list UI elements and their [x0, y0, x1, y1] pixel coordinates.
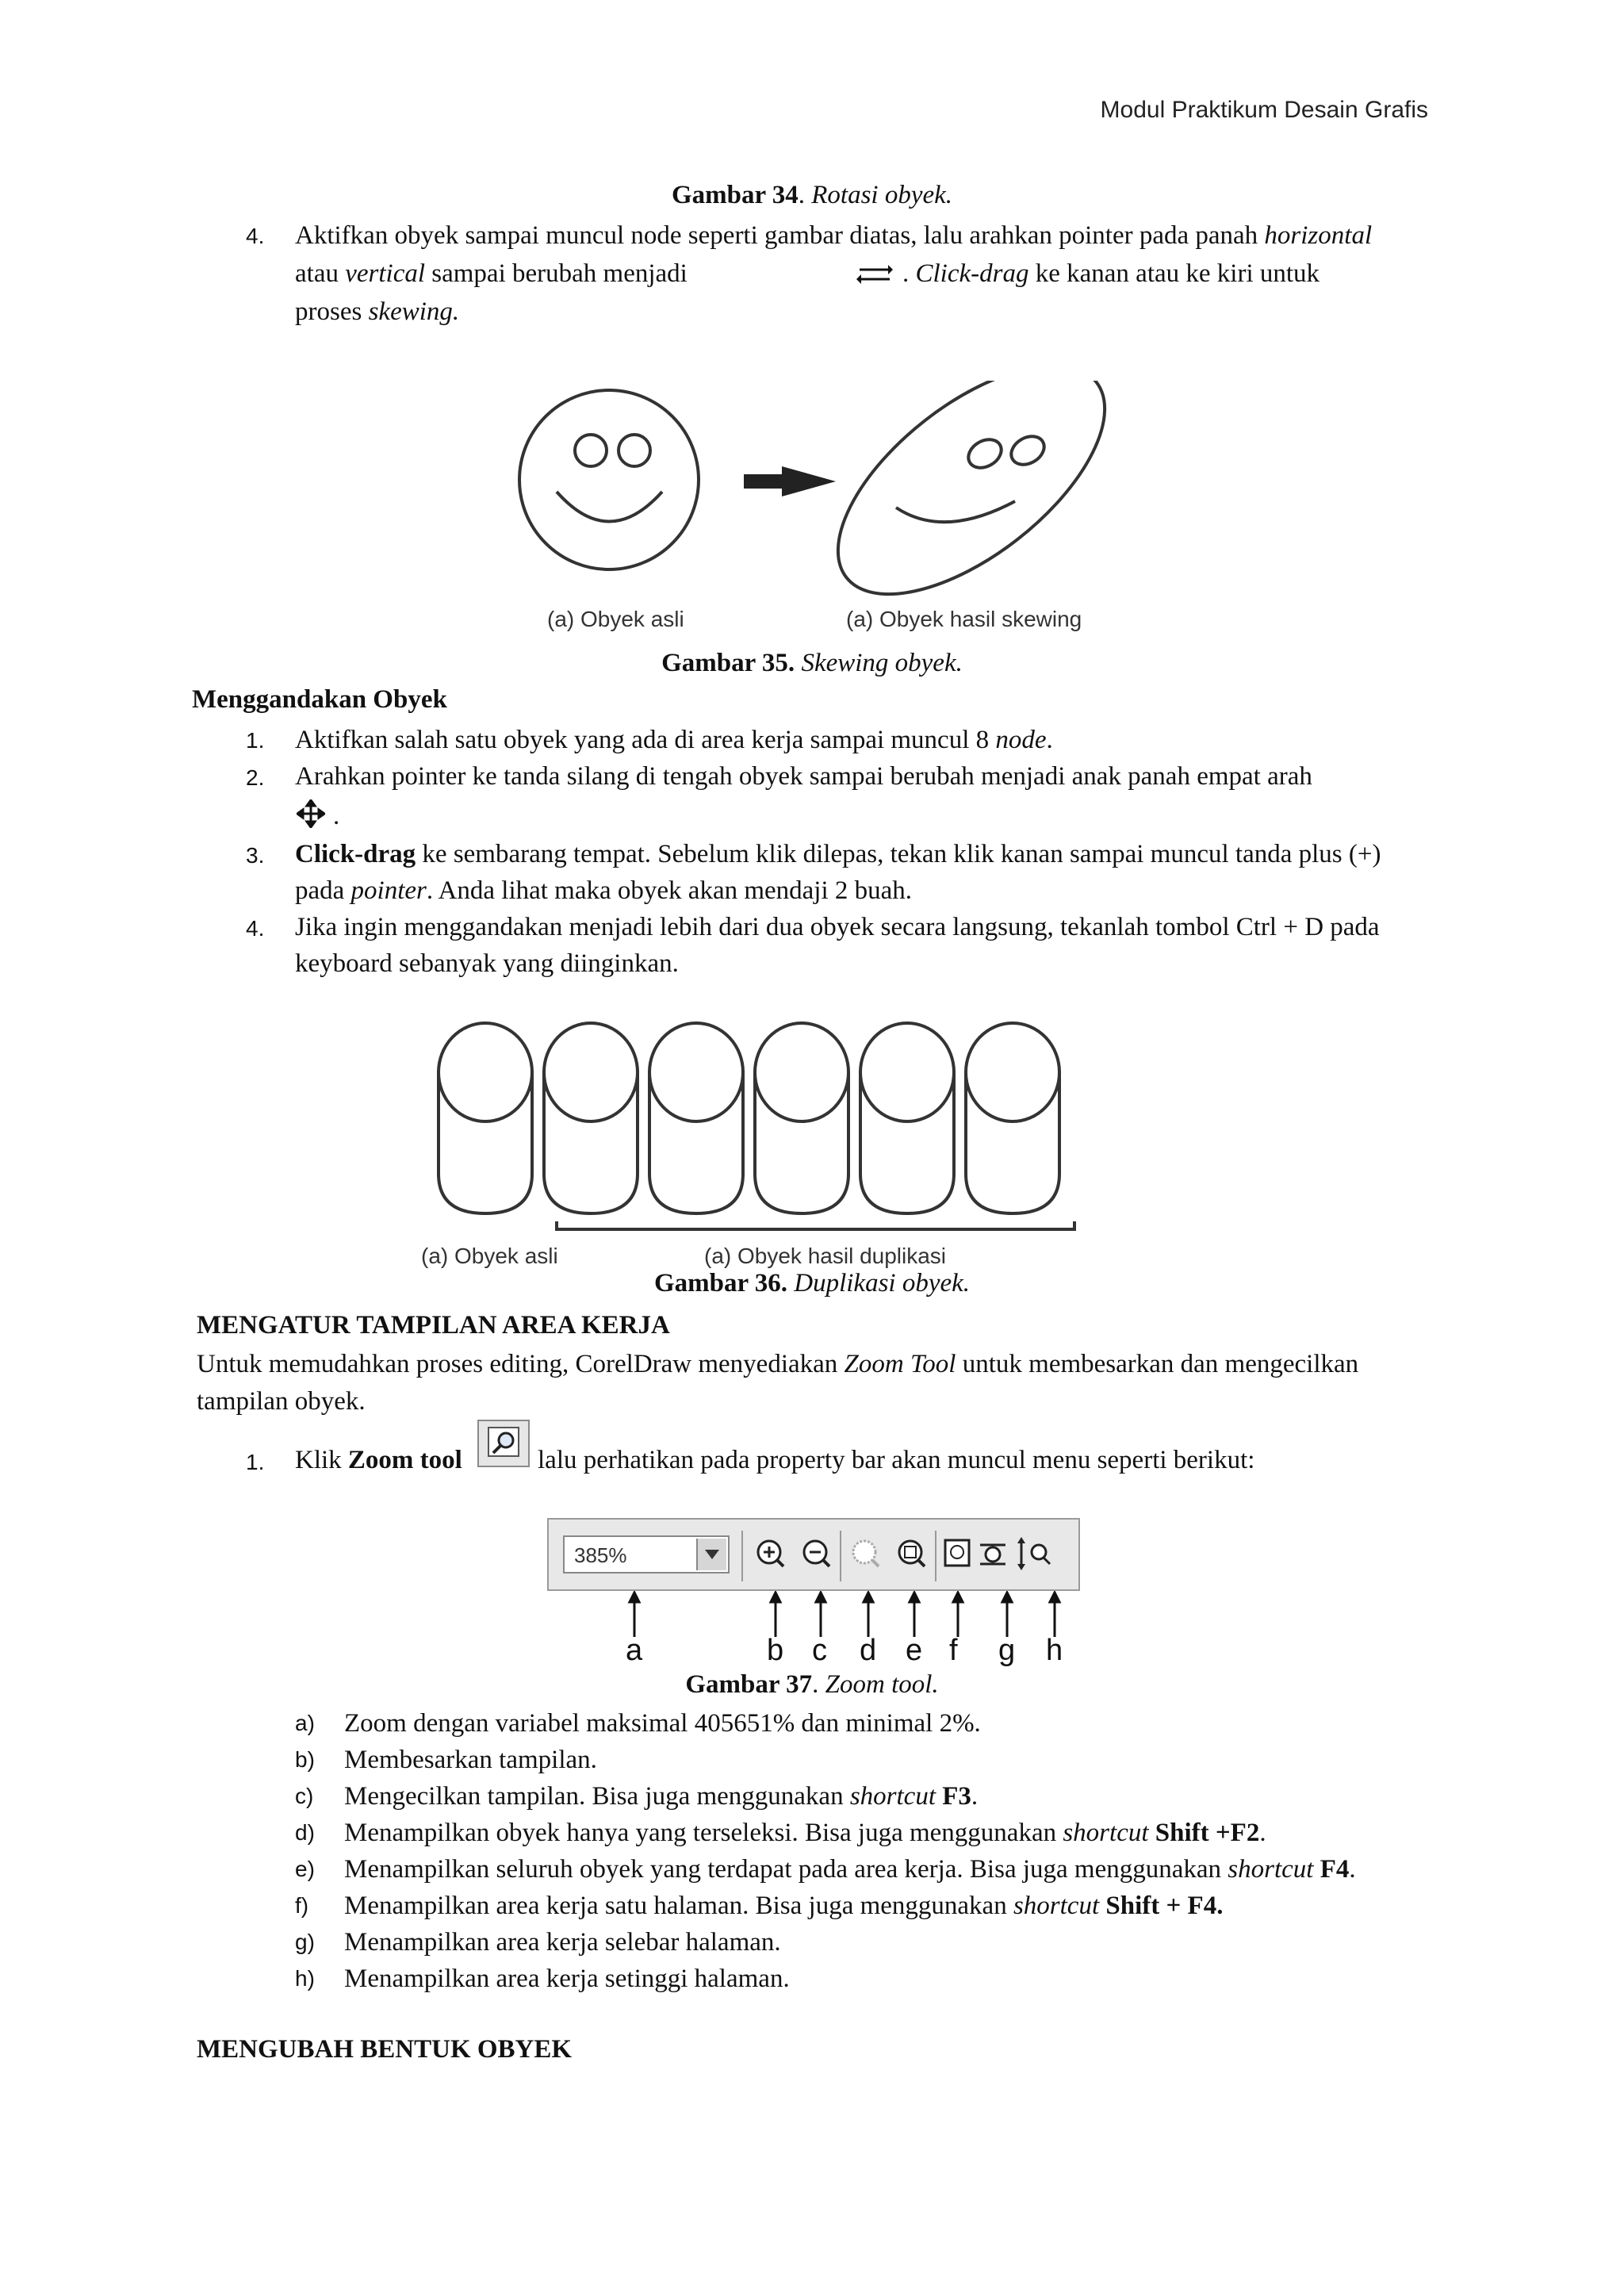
skew-line2-italic-a: vertical: [345, 259, 426, 288]
dup-step1-italic: node: [995, 726, 1047, 754]
duplicate-cylinder: [966, 1071, 1059, 1213]
zoom-item-letter: b): [295, 1747, 315, 1772]
skew-step-line2a: [295, 255, 688, 292]
zoom-item-tail: .: [1259, 1819, 1266, 1847]
zoom-page-width-icon: [980, 1545, 1005, 1564]
dup-step3-bold: Click-drag: [295, 840, 416, 868]
zoom-item-main: Menampilkan area kerja satu halaman. Bisa juga menggunakan: [344, 1892, 1013, 1920]
dup-step2-period: .: [333, 802, 340, 830]
zoom-item-letter: h): [295, 1966, 315, 1991]
fig35-caption: [0, 649, 1624, 678]
callout-label: c: [812, 1634, 827, 1667]
zoom-item-text: [344, 1851, 1356, 1888]
chevron-down-icon: [698, 1539, 726, 1569]
fig34-label: Gambar 34: [671, 181, 799, 209]
zoom-item-tail: .: [971, 1782, 979, 1811]
move-cross-arrows-icon: [297, 799, 325, 828]
view-heading: MENGATUR TAMPILAN AREA KERJA: [197, 1311, 670, 1340]
arrow-right-icon: [744, 466, 836, 496]
callout-arrowhead: [630, 1593, 639, 1602]
skew-arrows-icon: [856, 262, 893, 287]
zoom-item: [295, 1961, 1453, 1997]
skew-line3-italic: skewing.: [368, 297, 460, 326]
zoom-item-italic: shortcut: [1013, 1892, 1100, 1920]
dup-step4-line1: Jika ingin menggandakan menjadi lebih dari dua obyek secara langsung, tekanlah tombol Ctrl + D pada: [295, 913, 1380, 941]
duplicate-cylinder: [544, 1071, 638, 1213]
callout-label: h: [1046, 1634, 1063, 1667]
zoom-step-c: lalu perhatikan pada property bar akan muncul menu seperti berikut:: [538, 1446, 1255, 1474]
zoom-tool-button-icon[interactable]: [477, 1420, 530, 1467]
dup-step1-tail: .: [1046, 726, 1053, 754]
dup-step4-num: 4.: [246, 916, 265, 941]
zoom-item-text: [344, 1778, 978, 1815]
duplicate-bracket: [557, 1221, 1074, 1229]
cylinder-top: [966, 1023, 1059, 1121]
zoom-step-line-a: [295, 1442, 462, 1478]
skew-line2-text-c: .: [902, 259, 916, 288]
dup-step3-l2a: pada: [295, 876, 351, 905]
dup-step3-l2i: pointer: [350, 876, 427, 905]
zoom-item-text: [344, 1924, 781, 1961]
zoom-item-letter: f): [295, 1893, 309, 1918]
zoom-item-letter: a): [295, 1711, 315, 1735]
fig36-illustration: [428, 1015, 1086, 1261]
duplicate-cylinder: [439, 1071, 532, 1213]
skew-line2-text-d: ke kanan atau ke kiri untuk: [1028, 259, 1320, 288]
callout-arrowhead: [910, 1593, 919, 1602]
callout-label: f: [949, 1634, 958, 1667]
zoom-out-icon: [804, 1541, 829, 1566]
smiley-face-original: [519, 390, 699, 569]
fig37-caption-title: Zoom tool.: [825, 1670, 939, 1699]
cylinder-top: [860, 1023, 954, 1121]
fig36-label-right: (a) Obyek hasil duplikasi: [704, 1244, 947, 1268]
dup-step4-line2: keyboard sebanyak yang diinginkan.: [295, 949, 679, 978]
dup-step3-line1: [295, 836, 1381, 872]
fig35-caption-label: Gambar 35.: [661, 649, 795, 677]
callout-label: b: [767, 1634, 784, 1667]
zoom-item-letter: g): [295, 1930, 315, 1954]
skew-line2-text-a: atau: [295, 259, 346, 288]
zoom-item-letter: d): [295, 1820, 315, 1845]
fig36-caption-title: Duplikasi obyek.: [794, 1269, 971, 1297]
zoom-property-bar: [547, 1518, 1080, 1591]
dup-step3-num: 3.: [246, 843, 265, 868]
zoom-item-text: [344, 1815, 1266, 1851]
zoom-level-combo[interactable]: [563, 1535, 730, 1573]
zoom-item-main: Menampilkan area kerja setinggi halaman.: [344, 1964, 790, 1993]
zoom-item-shortcut: F4: [1320, 1855, 1350, 1884]
zoom-item-italic: shortcut: [849, 1782, 936, 1811]
fig35-caption-title: Skewing obyek.: [801, 649, 963, 677]
callout-arrowhead: [1002, 1593, 1012, 1602]
zoom-item: [295, 1815, 1453, 1851]
skew-line2-italic-b: Click-drag: [915, 259, 1029, 288]
smiley-face-skewed: [800, 381, 1118, 637]
zoom-item: [295, 1888, 1453, 1924]
shape-heading: MENGUBAH BENTUK OBYEK: [197, 2035, 573, 2064]
skew-step-line3: [295, 293, 459, 330]
callout-arrowhead: [953, 1593, 963, 1602]
fig37-caption: Gambar 37. Zoom tool.: [685, 1670, 939, 1699]
zoom-item-letter: e): [295, 1857, 315, 1881]
callout-arrowhead: [771, 1593, 780, 1602]
zoom-item: [295, 1851, 1453, 1888]
zoom-callout-labels: [547, 1634, 1080, 1673]
magnifier-icon: [479, 1421, 528, 1466]
fig36-label-left: (a) Obyek asli: [421, 1244, 558, 1268]
zoom-item-main: Membesarkan tampilan.: [344, 1746, 597, 1774]
zoom-item-text: [344, 1961, 790, 1997]
zoom-selected-icon: [853, 1541, 879, 1566]
dup-step2-num: 2.: [246, 765, 265, 790]
callout-arrowhead: [1050, 1593, 1059, 1602]
cylinder-top: [649, 1023, 743, 1121]
skew-step-number: 4.: [246, 224, 265, 248]
zoom-item-text: [344, 1888, 1223, 1924]
zoom-item-main: Menampilkan seluruh obyek yang terdapat pada area kerja. Bisa juga menggunakan: [344, 1855, 1228, 1884]
duplicate-cylinder: [860, 1071, 954, 1213]
dup-step1-num: 1.: [246, 728, 265, 753]
view-intro-line2: tampilan obyek.: [197, 1387, 366, 1416]
page-header: Modul Praktikum Desain Grafis: [1100, 97, 1428, 123]
zoom-page-height-icon: [1017, 1537, 1050, 1570]
zoom-item: [295, 1742, 1453, 1778]
view-intro-a: Untuk memudahkan proses editing, CorelDraw menyediakan: [197, 1350, 845, 1378]
cylinder-top: [439, 1023, 532, 1121]
callout-label: g: [998, 1634, 1016, 1667]
skew-step-line1: [295, 217, 1372, 254]
zoom-item-shortcut: Shift +F2: [1155, 1819, 1260, 1847]
duplicate-cylinder: [649, 1071, 743, 1213]
fig36-caption: [0, 1269, 1624, 1298]
zoom-item-italic: shortcut: [1063, 1819, 1149, 1847]
callout-arrowhead: [864, 1593, 873, 1602]
cylinder-top: [544, 1023, 638, 1121]
zoom-item-letter: c): [295, 1784, 314, 1808]
fig36-caption-label: Gambar 36.: [653, 1269, 788, 1297]
zoom-item-italic: shortcut: [1228, 1855, 1314, 1884]
callout-label: e: [906, 1634, 923, 1667]
zoom-item: [295, 1924, 1453, 1961]
zoom-toolbar-buttons: [739, 1526, 1072, 1586]
zoom-item-main: Menampilkan area kerja selebar halaman.: [344, 1928, 781, 1957]
zoom-page-icon: [945, 1540, 969, 1566]
skew-step-line2b: [902, 255, 1320, 292]
zoom-item: [295, 1778, 1453, 1815]
dup-step3-main: ke sembarang tempat. Sebelum klik dilepas, tekan klik kanan sampai muncul tanda plus (+): [416, 840, 1381, 868]
zoom-item-text: [344, 1742, 597, 1778]
dup-step3-l2b: . Anda lihat maka obyek akan mendaji 2 buah.: [426, 876, 913, 905]
fig37-caption-label: Gambar 37: [685, 1670, 813, 1699]
zoom-item-main: Mengecilkan tampilan. Bisa juga menggunakan: [344, 1782, 850, 1811]
zoom-step-num: 1.: [246, 1450, 265, 1474]
zoom-item-shortcut: F3: [942, 1782, 971, 1811]
zoom-item-tail: .: [1349, 1855, 1356, 1884]
duplicate-cylinder: [755, 1071, 848, 1213]
skew-line3-text: proses: [295, 297, 369, 326]
zoom-step-a: Klik: [295, 1446, 348, 1474]
zoom-item-main: Zoom dengan variabel maksimal 405651% dan minimal 2%.: [344, 1709, 981, 1738]
view-intro-b: untuk membesarkan dan mengecilkan: [956, 1350, 1359, 1378]
zoom-items-list: [295, 1705, 1453, 1997]
zoom-level-value: 385%: [574, 1543, 627, 1567]
zoom-item-text: [344, 1705, 981, 1742]
fig35-label-left: (a) Obyek asli: [547, 607, 684, 631]
dup-step2-text: Arahkan pointer ke tanda silang di tengah obyek sampai berubah menjadi anak panah empat arah: [295, 762, 1312, 791]
fig35-label-right: (a) Obyek hasil skewing: [846, 607, 1082, 631]
zoom-all-objects-icon: [899, 1541, 925, 1566]
zoom-item-shortcut: Shift + F4.: [1105, 1892, 1224, 1920]
view-intro-italic: Zoom Tool: [844, 1350, 956, 1378]
skew-line1-text: Aktifkan obyek sampai muncul node seperti gambar diatas, lalu arahkan pointer pada panah: [295, 221, 1265, 250]
dup-step1-text: [295, 722, 1053, 758]
dup-heading: Menggandakan Obyek: [192, 685, 447, 714]
fig34-title: Rotasi obyek.: [811, 181, 953, 209]
view-intro-line1: [197, 1346, 1358, 1382]
zoom-in-icon: [758, 1541, 783, 1566]
skew-line1-italic: horizontal: [1264, 221, 1373, 250]
zoom-step-bold: Zoom tool: [347, 1446, 462, 1474]
dup-step3-line2: [295, 872, 912, 909]
cylinder-top: [755, 1023, 848, 1121]
zoom-item: [295, 1705, 1453, 1742]
fig34-caption: Gambar 34. Rotasi obyek.: [671, 181, 953, 209]
callout-arrowhead: [816, 1593, 825, 1602]
zoom-item-main: Menampilkan obyek hanya yang terseleksi. Bisa juga menggunakan: [344, 1819, 1063, 1847]
dup-step1-main: Aktifkan salah satu obyek yang ada di area kerja sampai muncul 8: [295, 726, 996, 754]
zoom-level-dropdown-button[interactable]: [696, 1539, 726, 1570]
skew-line2-text-b: sampai berubah menjadi: [425, 259, 688, 288]
callout-label: d: [860, 1634, 877, 1667]
callout-label: a: [626, 1634, 643, 1667]
